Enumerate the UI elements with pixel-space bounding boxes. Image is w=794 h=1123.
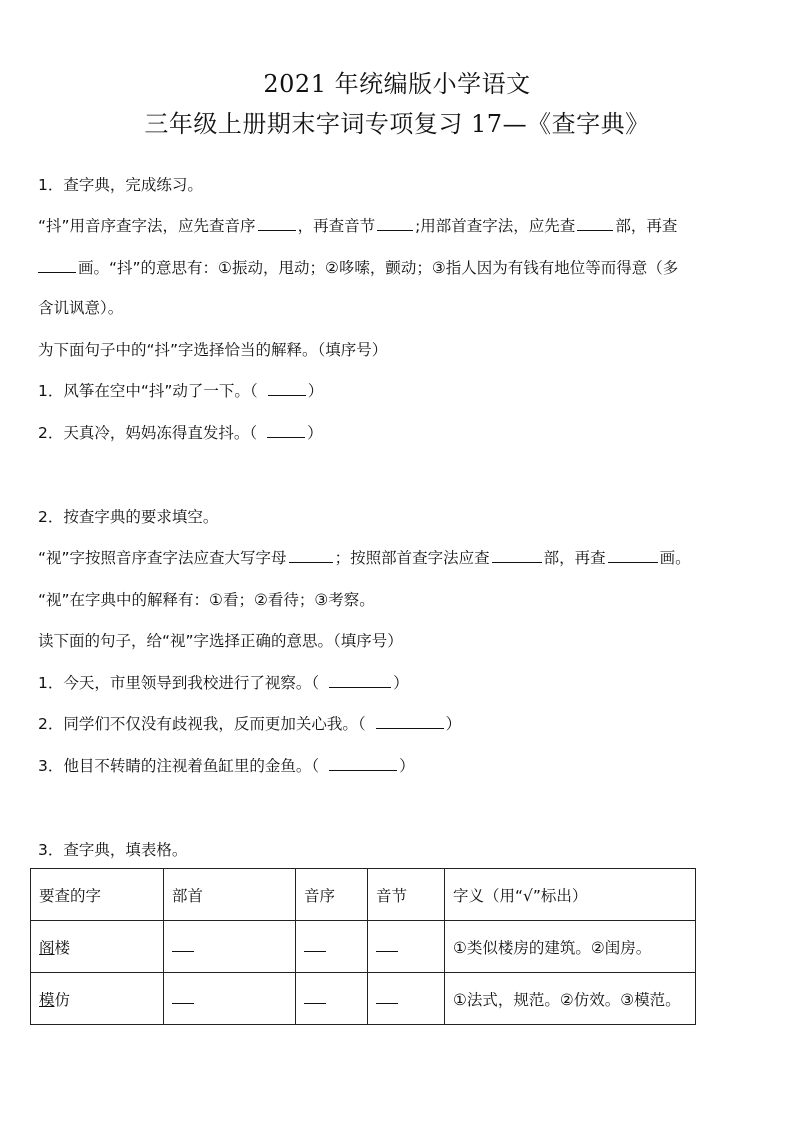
sentence-text: 2．天真冷，妈妈冻得直发抖。（ bbox=[38, 424, 258, 442]
question-2-line-2: “视”在字典中的解释有：①看；②看待；③考察。 bbox=[38, 591, 375, 609]
q1-text-a: “抖”用音序查字法，应先查音序 bbox=[38, 217, 256, 235]
sentence-close: ） bbox=[445, 715, 462, 733]
table-row bbox=[31, 921, 696, 973]
header-cell: 音序 bbox=[296, 869, 368, 921]
initial-cell[interactable] bbox=[296, 973, 368, 1025]
word-cell bbox=[31, 921, 164, 973]
question-2-sentence-1 bbox=[38, 673, 768, 693]
q2-text-c: 部，再查 bbox=[543, 549, 606, 567]
page-title-line-1: 2021 年统编版小学语文 bbox=[263, 70, 531, 98]
sentence-close: ） bbox=[399, 757, 415, 775]
sentence-text: 3．他目不转睛的注视着鱼缸里的金鱼。（ bbox=[38, 757, 320, 775]
answer-blank[interactable] bbox=[329, 756, 397, 771]
sentence-text: 2．同学们不仅没有歧视我，反而更加关心我。（ bbox=[38, 715, 366, 733]
target-character: 模 bbox=[39, 990, 55, 1009]
q2-text-d: 画。 bbox=[659, 549, 691, 567]
syllable-cell[interactable] bbox=[368, 921, 445, 973]
question-1-line-3: 含讥讽意）。 bbox=[38, 299, 124, 317]
dictionary-table bbox=[30, 868, 696, 1025]
table-row bbox=[31, 973, 696, 1025]
radical-cell[interactable] bbox=[164, 973, 296, 1025]
sentence-close: ） bbox=[307, 382, 324, 400]
sentence-text: 1．风筝在空中“抖”动了一下。（ bbox=[38, 382, 258, 400]
page-title-line-2: 三年级上册期末字词专项复习 17—《查字典》 bbox=[144, 110, 650, 138]
table-header-row bbox=[31, 869, 696, 921]
word-rest: 楼 bbox=[54, 938, 71, 957]
question-2-heading: 2．按查字典的要求填空。 bbox=[38, 508, 219, 526]
header-cell: 部首 bbox=[164, 869, 296, 921]
header-cell: 字义（用“√”标出） bbox=[445, 869, 696, 921]
question-1-sentence-2 bbox=[38, 423, 768, 443]
radical-cell[interactable] bbox=[164, 921, 296, 973]
question-2-line-1 bbox=[38, 548, 768, 568]
initial-cell[interactable] bbox=[296, 921, 368, 973]
q1-text-b: ，再查音节 bbox=[297, 217, 376, 235]
question-2-sentence-3 bbox=[38, 756, 768, 776]
q1-text-c: ;用部首查字法，应先查 bbox=[415, 217, 576, 235]
header-cell: 音节 bbox=[368, 869, 445, 921]
q2-text-b: ；按照部首查字法应查 bbox=[334, 549, 490, 567]
target-character: 阁 bbox=[39, 938, 55, 957]
question-3-heading: 3．查字典，填表格。 bbox=[38, 841, 188, 859]
question-1-line-1 bbox=[38, 216, 768, 236]
meaning-cell[interactable]: ①法式，规范。②仿效。③模范。 bbox=[445, 973, 696, 1025]
answer-blank[interactable] bbox=[608, 548, 658, 563]
answer-blank[interactable] bbox=[38, 258, 76, 273]
header-cell: 要查的字 bbox=[31, 869, 164, 921]
answer-blank[interactable] bbox=[492, 548, 542, 563]
answer-blank[interactable] bbox=[258, 216, 296, 231]
answer-blank[interactable] bbox=[329, 673, 391, 688]
answer-blank[interactable] bbox=[268, 381, 306, 396]
syllable-cell[interactable] bbox=[368, 973, 445, 1025]
answer-blank[interactable] bbox=[267, 423, 305, 438]
question-1-instruction: 为下面句子中的“抖”字选择恰当的解释。（填序号） bbox=[38, 341, 388, 359]
meaning-cell[interactable]: ①类似楼房的建筑。②闺房。 bbox=[445, 921, 696, 973]
sentence-text: 1．今天，市里领导到我校进行了视察。（ bbox=[38, 674, 320, 692]
word-cell bbox=[31, 973, 164, 1025]
q1-text-d: 部，再查 bbox=[615, 217, 678, 235]
answer-blank[interactable] bbox=[577, 216, 613, 231]
sentence-close: ） bbox=[307, 424, 323, 442]
question-1-line-2 bbox=[38, 258, 768, 278]
q2-text-a: “视”字按照音序查字法应查大写字母 bbox=[38, 549, 287, 567]
sentence-close: ） bbox=[393, 674, 409, 692]
answer-blank[interactable] bbox=[376, 714, 444, 729]
question-2-sentence-2 bbox=[38, 714, 768, 734]
question-1-heading: 1．查字典，完成练习。 bbox=[38, 176, 203, 194]
word-rest: 仿 bbox=[54, 990, 71, 1009]
answer-blank[interactable] bbox=[377, 216, 413, 231]
q1-text-e: 画。“抖”的意思有：①振动，甩动；②哆嗦，颤动；③指人因为有钱有地位等而得意（多 bbox=[78, 259, 679, 277]
question-2-instruction: 读下面的句子，给“视”字选择正确的意思。（填序号） bbox=[38, 632, 403, 650]
question-1-sentence-1 bbox=[38, 381, 768, 401]
answer-blank[interactable] bbox=[289, 548, 333, 563]
